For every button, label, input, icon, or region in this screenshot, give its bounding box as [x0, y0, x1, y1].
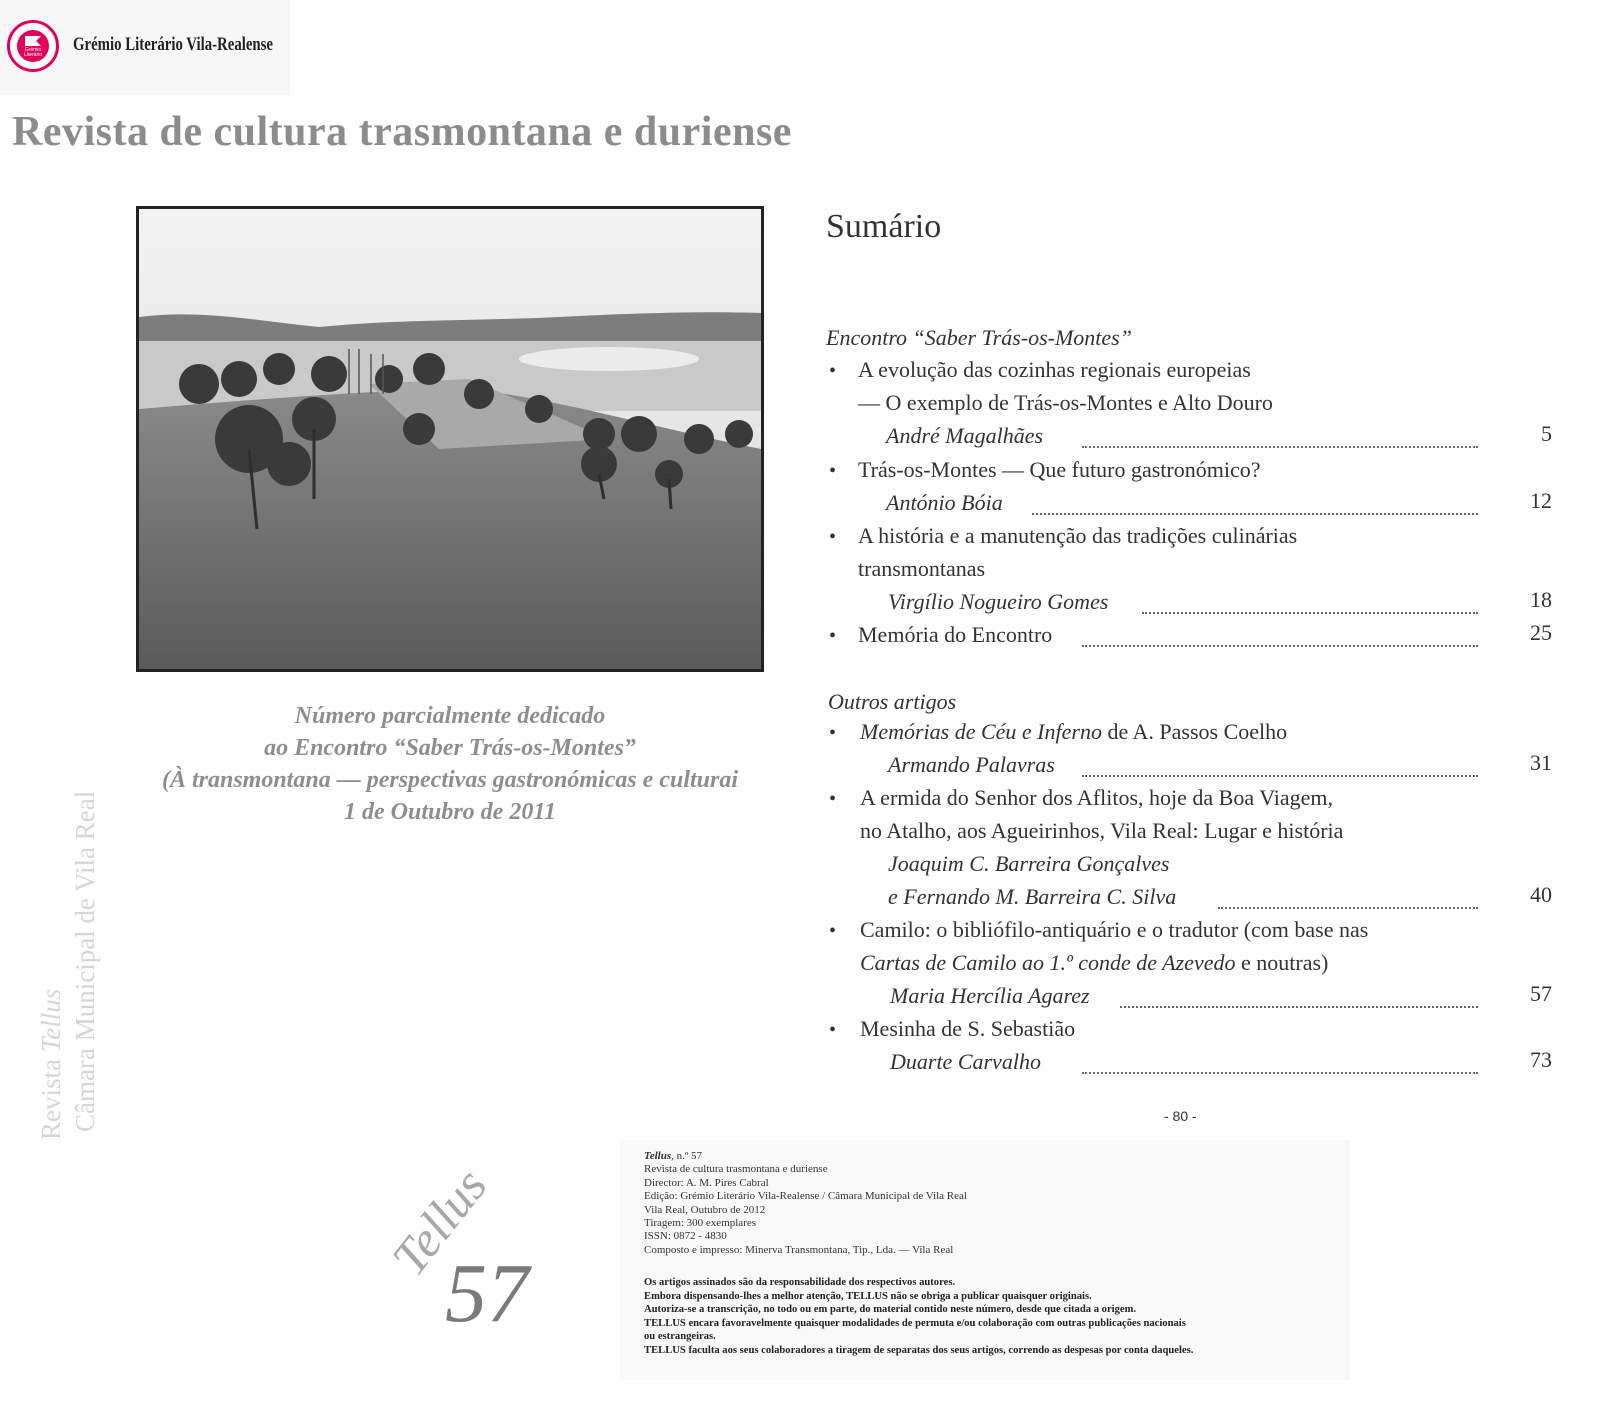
colophon-line: Edição: Grémio Literário Vila-Realense / Câmara Municipal de Vila Real [644, 1190, 967, 1203]
toc-leader-dots [1082, 424, 1478, 448]
toc-leader-dots [1142, 590, 1478, 614]
toc-bullet: • [829, 920, 837, 942]
colophon-line: Revista de cultura trasmontana e duriense [644, 1163, 828, 1176]
toc-leader-dots [1218, 885, 1478, 909]
toc-page-number: 57 [1530, 981, 1552, 1006]
caption-line-4: 1 de Outubro de 2011 [343, 799, 556, 825]
toc-page-number: 5 [1541, 421, 1552, 446]
toc-bullet: • [829, 625, 837, 647]
toc-author: Duarte Carvalho [890, 1049, 1041, 1074]
toc-item-rest: e noutras) [1235, 950, 1329, 975]
toc-bullet: • [829, 460, 837, 482]
toc-page-number: 12 [1530, 488, 1552, 513]
toc-author: Joaquim C. Barreira Gonçalves [888, 851, 1170, 876]
colophon-notes [644, 1276, 1193, 1358]
colophon-issue: , n.º 57 [671, 1150, 703, 1162]
toc-item-line: A evolução das cozinhas regionais europeias [858, 357, 1251, 382]
colophon-note: ou estrangeiras. [644, 1331, 716, 1343]
header-banner [0, 0, 290, 95]
flag-icon [25, 36, 41, 46]
logo-text: Grémio Literário [23, 47, 43, 58]
toc-item-line: A história e a manutenção das tradições culinárias [858, 523, 1298, 548]
toc-item-line: Memória do Encontro [858, 622, 1053, 647]
vertical-watermark [34, 791, 102, 1140]
toc-leader-dots [1082, 753, 1478, 777]
toc-page-number: 40 [1530, 882, 1552, 907]
toc-item-line [860, 950, 1328, 976]
landscape-photo [136, 206, 764, 672]
toc-item-line: Camilo: o bibliófilo-antiquário e o tradutor (com base nas [860, 917, 1369, 942]
toc-item-line [860, 719, 1287, 745]
colophon-note: Autoriza-se a transcrição, no todo ou em parte, do material contido neste número, desde que citada a origem. [644, 1304, 1137, 1316]
toc-item-line: Mesinha de S. Sebastião [860, 1016, 1076, 1041]
colophon-line: Tiragem: 300 exemplares [644, 1217, 757, 1230]
toc-item-line: Trás-os-Montes — Que futuro gastronómico? [858, 457, 1261, 482]
colophon-details [644, 1150, 967, 1257]
toc-page-number: 31 [1530, 750, 1552, 775]
colophon-note: Embora dispensando-lhes a melhor atenção, TELLUS não se obriga a publicar quaisquer originais. [644, 1290, 1092, 1302]
toc-author: Armando Palavras [888, 752, 1055, 777]
toc-leader-dots [1032, 491, 1478, 515]
toc-author: António Bóia [886, 490, 1003, 515]
toc-item-rest: de A. Passos Coelho [1101, 719, 1288, 744]
caption-line-2: ao Encontro “Saber Trás-os-Montes” [264, 735, 636, 761]
magazine-title: Revista de cultura trasmontana e duriense [12, 109, 792, 155]
toc-bullet: • [829, 722, 837, 744]
vertical-line-2: Câmara Municipal de Vila Real [70, 790, 100, 1132]
toc-item-line: A ermida do Senhor dos Aflitos, hoje da Boa Viagem, [860, 785, 1334, 810]
tellus-logo-word: Tellus [380, 1157, 498, 1286]
toc-page-number: 73 [1530, 1047, 1552, 1072]
toc-bullet: • [829, 360, 837, 382]
colophon-line: Composto e impresso: Minerva Transmontana, Tip., Lda. — Vila Real [644, 1243, 954, 1256]
toc-section-1: Encontro “Saber Trás-os-Montes” [826, 325, 1132, 350]
toc-author: Maria Hercília Agarez [890, 983, 1090, 1008]
toc-page-number: 25 [1530, 620, 1552, 645]
toc-bullet: • [829, 1019, 837, 1041]
colophon-title: Tellus [644, 1150, 672, 1162]
colophon-line: ISSN: 0872 - 4830 [644, 1230, 727, 1243]
toc-item-line: no Atalho, aos Agueirinhos, Vila Real: Lugar e história [860, 818, 1344, 843]
colophon-note: Os artigos assinados são da responsabilidade dos respectivos autores. [644, 1277, 956, 1288]
tellus-logo-number: 57 [445, 1247, 529, 1340]
colophon-line: Director: A. M. Pires Cabral [644, 1176, 769, 1189]
vertical-italic: Tellus [36, 988, 66, 1053]
toc-heading: Sumário [826, 208, 942, 245]
toc-leader-dots [1082, 623, 1478, 647]
toc-leader-dots [1120, 984, 1478, 1008]
toc-leader-dots [1082, 1050, 1478, 1074]
toc-bullet: • [829, 788, 837, 810]
toc-author: André Magalhães [886, 423, 1044, 448]
organization-name: Grémio Literário Vila-Realense [73, 34, 274, 55]
toc-bullet: • [829, 526, 837, 548]
photo-caption [110, 700, 790, 828]
vertical-prefix: Revista [36, 1052, 66, 1140]
toc-author: e Fernando M. Barreira C. Silva [888, 884, 1177, 909]
toc-italic-title: Memórias de Céu e Inferno [860, 719, 1102, 744]
colophon-note: TELLUS encara favoravelmente quaisquer modalidades de permuta e/ou colaboração com outras publicações nacionais [644, 1317, 1186, 1329]
toc-item-line: transmontanas [858, 556, 986, 581]
colophon-note: TELLUS faculta aos seus colaboradores a tiragem de separatas dos seus artigos, correndo as despesas por conta daqueles. [644, 1344, 1194, 1356]
colophon-line: Vila Real, Outubro de 2012 [644, 1203, 766, 1216]
toc-section-2: Outros artigos [828, 689, 957, 714]
page-number: - 80 - [1164, 1108, 1197, 1124]
toc-italic-title: Cartas de Camilo ao 1.º conde de Azevedo [860, 950, 1236, 975]
gremio-logo [7, 20, 59, 72]
caption-line-3: (À transmontana — perspectivas gastronómicas e culturai [161, 767, 739, 793]
caption-line-1: Número parcialmente dedicado [294, 703, 606, 729]
toc-page-number: 18 [1530, 587, 1552, 612]
toc-item-line: — O exemplo de Trás-os-Montes e Alto Douro [858, 390, 1273, 415]
toc-author: Virgílio Nogueiro Gomes [888, 589, 1109, 614]
